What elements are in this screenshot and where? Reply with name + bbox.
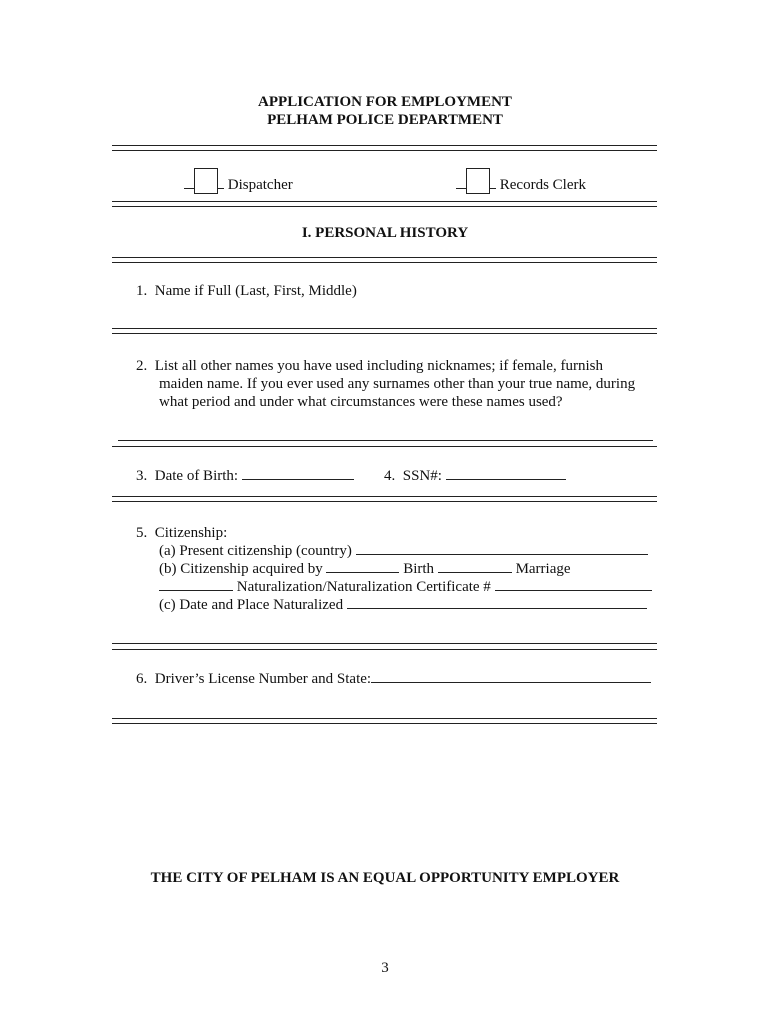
question-2-line3: what period and under what circumstances were these names used? bbox=[159, 394, 563, 410]
question-5b-naturalization: Naturalization/Naturalization Certificate # bbox=[159, 578, 652, 596]
question-5-text: Citizenship: bbox=[154, 525, 228, 541]
question-5a: (a) Present citizenship (country) bbox=[159, 542, 648, 560]
question-6: 6. Driver’s License Number and State: bbox=[136, 670, 651, 688]
question-4: 4. SSN#: bbox=[384, 467, 566, 485]
present-citizenship-field[interactable] bbox=[356, 542, 648, 555]
question-5c: (c) Date and Place Naturalized bbox=[159, 596, 647, 614]
records-clerk-checkbox[interactable] bbox=[466, 168, 490, 194]
divider bbox=[112, 718, 657, 724]
department-name: PELHAM POLICE DEPARTMENT bbox=[267, 112, 503, 128]
position-option-records-clerk bbox=[456, 168, 586, 194]
citizenship-marriage-field[interactable] bbox=[438, 560, 512, 573]
divider bbox=[112, 201, 657, 207]
question-5b: (b) Citizenship acquired by Birth Marriage bbox=[159, 561, 571, 577]
drivers-license-field[interactable] bbox=[371, 670, 651, 683]
question-1-text: Name if Full (Last, First, Middle) bbox=[154, 283, 357, 299]
question-2-line1: List all other names you have used including nicknames; if female, furnish bbox=[154, 358, 603, 374]
question-2-line2: maiden name. If you ever used any surnames other than your true name, during bbox=[159, 376, 636, 392]
page-number: 3 bbox=[381, 960, 389, 976]
other-names-answer-line[interactable] bbox=[118, 440, 653, 441]
question-5: 5. Citizenship: bbox=[136, 525, 228, 541]
divider bbox=[112, 257, 657, 263]
citizenship-birth-field[interactable] bbox=[326, 560, 399, 573]
divider bbox=[112, 446, 657, 447]
divider bbox=[112, 496, 657, 502]
question-1: 1. Name if Full (Last, First, Middle) bbox=[136, 283, 357, 299]
divider bbox=[112, 145, 657, 151]
dispatcher-label: Dispatcher bbox=[227, 177, 293, 193]
naturalization-certificate-field[interactable] bbox=[495, 578, 652, 591]
date-of-birth-field[interactable] bbox=[242, 467, 354, 480]
section-title: I. PERSONAL HISTORY bbox=[301, 225, 469, 241]
citizenship-naturalization-field[interactable] bbox=[159, 578, 233, 591]
name-answer-line[interactable] bbox=[112, 328, 657, 334]
dispatcher-checkbox[interactable] bbox=[194, 168, 218, 194]
ssn-field[interactable] bbox=[446, 467, 566, 480]
question-6-text: Driver’s License Number and State: bbox=[154, 671, 372, 687]
question-2: 2. List all other names you have used including nicknames; if female, furnish bbox=[136, 358, 603, 374]
position-option-dispatcher bbox=[184, 168, 293, 194]
question-4-text: SSN#: bbox=[402, 468, 442, 484]
divider bbox=[112, 643, 657, 644]
date-place-naturalized-field[interactable] bbox=[347, 596, 647, 609]
question-3: 3. Date of Birth: bbox=[136, 467, 354, 485]
question-3-text: Date of Birth: bbox=[154, 468, 239, 484]
records-clerk-label: Records Clerk bbox=[499, 177, 586, 193]
divider bbox=[112, 649, 657, 650]
equal-opportunity-notice: THE CITY OF PELHAM IS AN EQUAL OPPORTUNITY EMPLOYER bbox=[150, 870, 620, 886]
form-title: APPLICATION FOR EMPLOYMENT bbox=[258, 94, 512, 110]
